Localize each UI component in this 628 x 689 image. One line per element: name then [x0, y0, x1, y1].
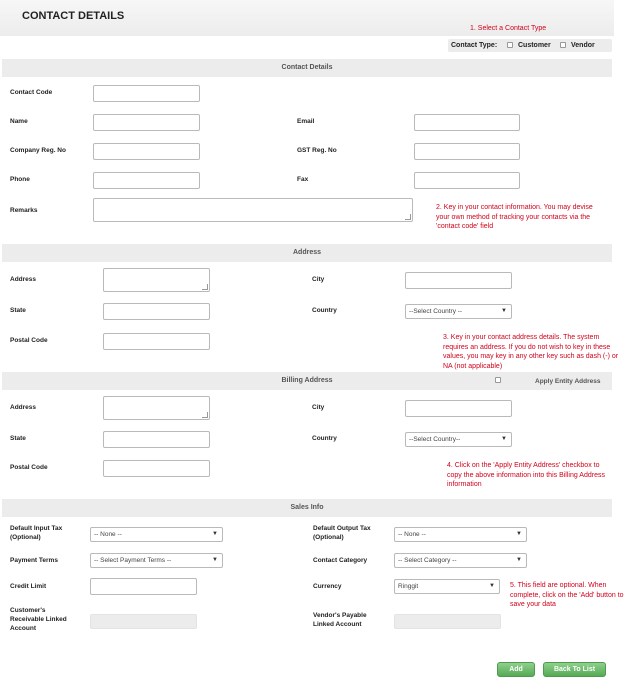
- billing-state-label: State: [10, 435, 26, 442]
- section-contact-details: Contact Details: [2, 59, 612, 77]
- caret-down-icon: ▼: [516, 557, 522, 563]
- billing-state-input[interactable]: [103, 431, 210, 448]
- billing-country-label: Country: [312, 435, 337, 442]
- credit-limit-label: Credit Limit: [10, 583, 47, 590]
- customer-checkbox[interactable]: [507, 42, 513, 48]
- fax-input[interactable]: [414, 172, 520, 189]
- payment-terms-label: Payment Terms: [10, 557, 58, 564]
- city-input[interactable]: [405, 272, 512, 289]
- phone-label: Phone: [10, 176, 30, 183]
- caret-down-icon: ▼: [501, 308, 507, 314]
- contact-category-label: Contact Category: [313, 557, 368, 564]
- city-label: City: [312, 276, 325, 283]
- name-input[interactable]: [93, 114, 200, 131]
- name-label: Name: [10, 118, 28, 125]
- add-button[interactable]: Add: [497, 662, 535, 677]
- state-input[interactable]: [103, 303, 210, 320]
- annotation-step5: 5. This field are optional. When complete, click on the 'Add' button to save your data: [510, 582, 624, 608]
- vendor-checkbox[interactable]: [560, 42, 566, 48]
- apply-entity-address-checkbox[interactable]: [495, 377, 501, 383]
- default-output-tax-label: Default Output Tax (Optional): [313, 525, 371, 541]
- credit-limit-input[interactable]: [90, 578, 197, 595]
- contact-category-value: -- Select Category --: [398, 557, 457, 564]
- country-select[interactable]: [405, 304, 512, 319]
- billing-city-input[interactable]: [405, 400, 512, 417]
- phone-input[interactable]: [93, 172, 200, 189]
- page-title: CONTACT DETAILS: [22, 10, 125, 22]
- default-output-tax-select[interactable]: [394, 527, 527, 542]
- apply-entity-address-label: Apply Entity Address: [535, 378, 601, 385]
- billing-address-textarea[interactable]: [103, 396, 210, 420]
- caret-down-icon: ▼: [489, 583, 495, 589]
- company-reg-input[interactable]: [93, 143, 200, 160]
- payable-account-label: Vendor's Payable Linked Account: [313, 612, 367, 628]
- billing-city-label: City: [312, 404, 325, 411]
- receivable-account-label: Customer's Receivable Linked Account: [10, 607, 67, 632]
- billing-postal-code-input[interactable]: [103, 460, 210, 477]
- caret-down-icon: ▼: [516, 531, 522, 537]
- payment-terms-select[interactable]: [90, 553, 223, 568]
- section-address: Address: [2, 244, 612, 262]
- payment-terms-value: -- Select Payment Terms --: [94, 557, 172, 564]
- currency-select[interactable]: [394, 579, 500, 594]
- remarks-textarea[interactable]: [93, 198, 413, 222]
- currency-value: Ringgit: [398, 583, 419, 590]
- billing-country-select-value: --Select Country--: [409, 436, 461, 443]
- annotation-step1: 1. Select a Contact Type: [470, 25, 547, 32]
- address-label: Address: [10, 276, 37, 283]
- annotation-step2: 2. Key in your contact information. You may devise your own method of tracking your contacts via the 'contact code' field: [436, 204, 593, 230]
- default-output-tax-value: -- None --: [398, 531, 426, 538]
- contact-category-select[interactable]: [394, 553, 527, 568]
- caret-down-icon: ▼: [212, 557, 218, 563]
- billing-country-select[interactable]: [405, 432, 512, 447]
- contact-type-label: Contact Type:: [451, 42, 498, 49]
- annotation-step4: 4. Click on the 'Apply Entity Address' checkbox to copy the above information into this Billing Address information: [447, 462, 605, 488]
- billing-postal-code-label: Postal Code: [10, 464, 48, 471]
- receivable-account-field[interactable]: [90, 614, 197, 629]
- currency-label: Currency: [313, 583, 342, 590]
- billing-section-title: Billing Address: [281, 377, 333, 384]
- state-label: State: [10, 307, 26, 314]
- contact-code-label: Contact Code: [10, 89, 53, 96]
- section-sales-info: Sales Info: [2, 499, 612, 517]
- address-textarea[interactable]: [103, 268, 210, 292]
- customer-option-label: Customer: [518, 42, 551, 49]
- default-input-tax-label: Default Input Tax (Optional): [10, 525, 63, 541]
- country-select-value: --Select Country --: [409, 308, 463, 315]
- caret-down-icon: ▼: [501, 436, 507, 442]
- country-label: Country: [312, 307, 337, 314]
- contact-code-input[interactable]: [93, 85, 200, 102]
- gst-reg-label: GST Reg. No: [297, 147, 337, 154]
- payable-account-field[interactable]: [394, 614, 501, 629]
- gst-reg-input[interactable]: [414, 143, 520, 160]
- postal-code-input[interactable]: [103, 333, 210, 350]
- section-billing-address: [2, 372, 612, 390]
- postal-code-label: Postal Code: [10, 337, 48, 344]
- back-to-list-button[interactable]: Back To List: [543, 662, 606, 677]
- default-input-tax-select[interactable]: [90, 527, 223, 542]
- annotation-step3: 3. Key in your contact address details. The system requires an address. If you do not wish to key in these values, you may key in any other key such as dash (-) or NA (not applicable): [443, 334, 619, 370]
- default-input-tax-value: -- None --: [94, 531, 122, 538]
- email-label: Email: [297, 118, 315, 125]
- email-input[interactable]: [414, 114, 520, 131]
- fax-label: Fax: [297, 176, 309, 183]
- vendor-option-label: Vendor: [571, 42, 595, 49]
- caret-down-icon: ▼: [212, 531, 218, 537]
- company-reg-label: Company Reg. No: [10, 147, 66, 154]
- billing-address-label: Address: [10, 404, 37, 411]
- remarks-label: Remarks: [10, 207, 38, 214]
